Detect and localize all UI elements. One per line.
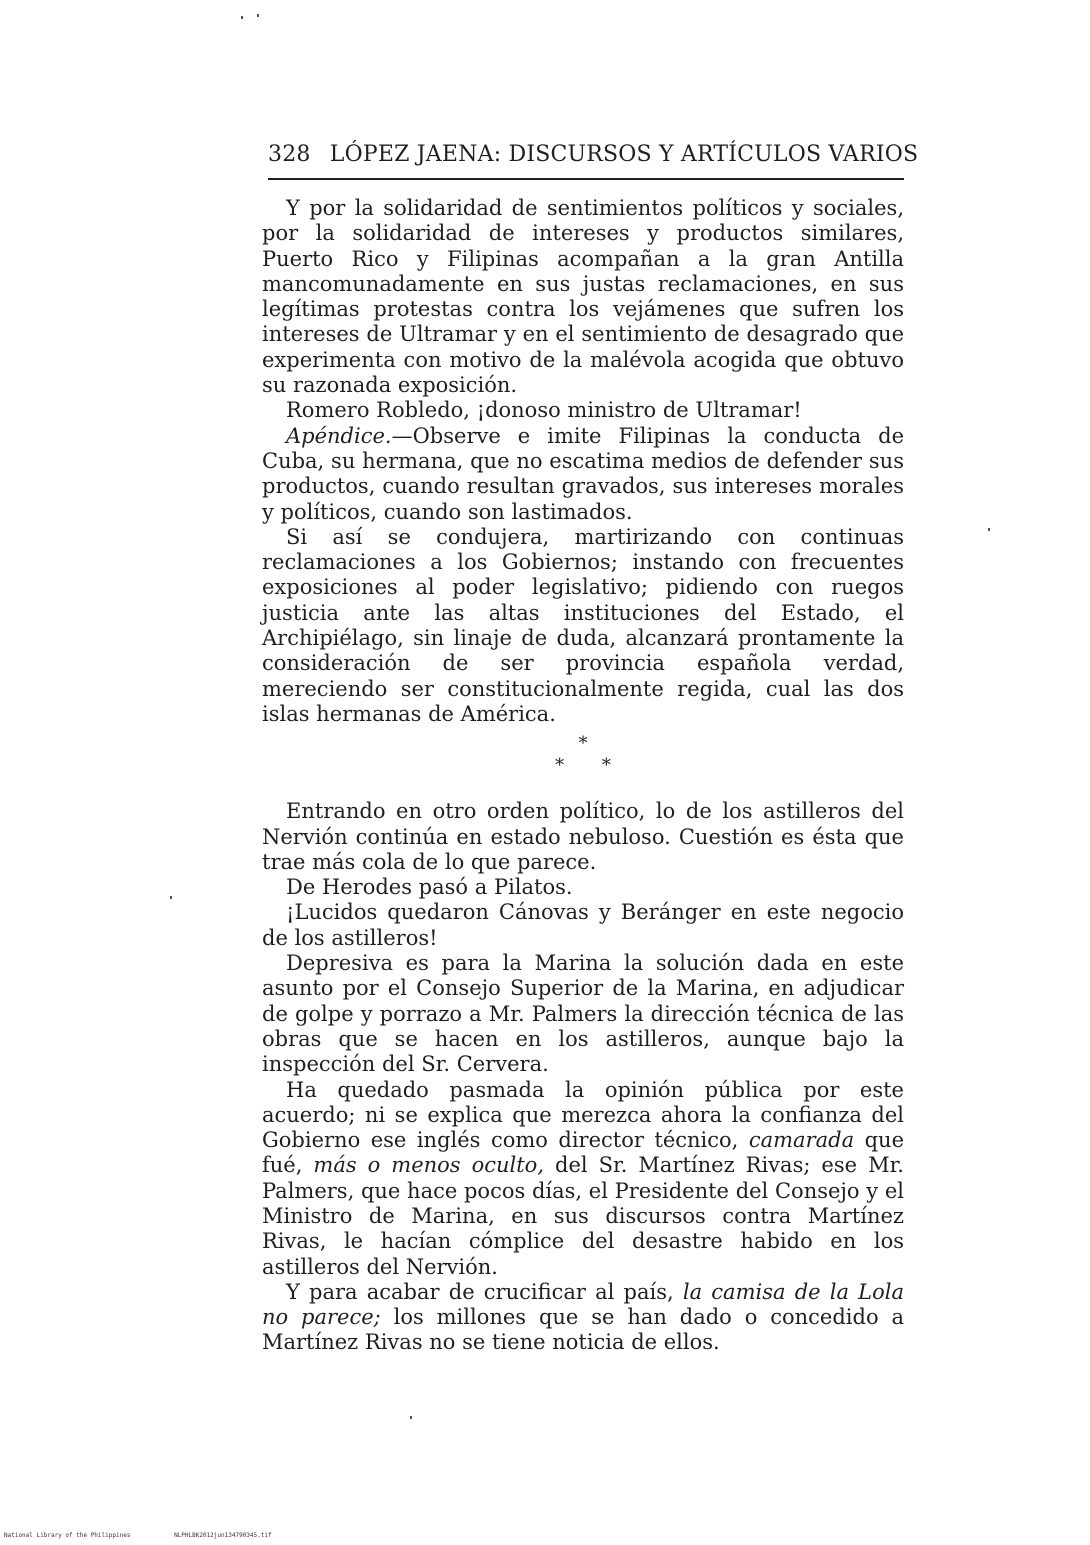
scan-speck bbox=[988, 528, 990, 531]
section-separator bbox=[262, 733, 904, 777]
footer-file-id: NLPHLBK2012jun134790345.tif bbox=[174, 1532, 272, 1539]
paragraph-romero-robledo: Romero Robledo, ¡donoso ministro de Ultramar! bbox=[286, 398, 802, 423]
running-title: LÓPEZ JAENA: DISCURSOS Y ARTÍCULOS VARIOS bbox=[329, 142, 919, 167]
separator-star-right: * bbox=[601, 755, 611, 777]
apendice-text: —Observe e imite Filipinas la conducta de Cuba, su hermana, que no escatima medios de defender sus productos, cuando resultan gravados, sus intereses morales y políticos, cuando son lastimados. bbox=[262, 423, 904, 524]
page-header bbox=[268, 140, 919, 170]
scan-speck bbox=[241, 16, 243, 19]
header-rule bbox=[268, 178, 904, 180]
paragraph-apendice bbox=[262, 424, 904, 525]
paragraph-depresiva: Depresiva es para la Marina la solución dada en este asunto por el Consejo Superior de la Marina, en adjudicar de golpe y porrazo a Mr. Palmers la dirección técnica de las obras que se hacen en los astilleros, aunque bajo la inspección del Sr. Cervera. bbox=[262, 951, 904, 1077]
separator-star-top: * bbox=[578, 733, 588, 755]
paragraph-entrando: Entrando en otro orden político, lo de los astilleros del Nervión continúa en estado nebuloso. Cuestión es ésta que trae más cola de lo que parece. bbox=[262, 799, 904, 874]
footer-library: National Library of the Philippines bbox=[4, 1532, 131, 1539]
page-body bbox=[262, 196, 904, 1356]
scan-speck bbox=[170, 896, 172, 899]
paragraph-pasmada: Ha quedado pasmada la opinión pública por este acuerdo; ni se explica que merezca ahora la confianza del Gobierno ese inglés como director técnico, camarada que fué, más o menos oculto, del Sr. Martínez Rivas; ese Mr. Palmers, que hace pocos días, el Presidente del Consejo y el Ministro de Marina, en sus discursos contra Martínez Rivas, le hacían cómplice del desastre habido en los astilleros del Nervión. bbox=[262, 1077, 905, 1279]
scan-speck bbox=[410, 1416, 412, 1419]
paragraph-si-asi: Si así se condujera, martirizando con continuas reclamaciones a los Gobiernos; instando con frecuentes exposiciones al poder legislativo; pidiendo con ruegos justicia ante las altas instituciones del Estado, el Archipiélago, sin linaje de duda, alcanzará prontamente la consideración de ser provincia española verdad, mereciendo ser constitucionalmente regida, cual las dos islas hermanas de América. bbox=[262, 524, 904, 726]
paragraph-lucidos: ¡Lucidos quedaron Cánovas y Beránger en este negocio de los astilleros! bbox=[262, 900, 904, 950]
separator-star-left: * bbox=[555, 755, 565, 777]
scan-speck bbox=[257, 14, 259, 17]
paragraph-herodes: De Herodes pasó a Pilatos. bbox=[286, 875, 573, 900]
paragraph-solidaridad: Y por la solidaridad de sentimientos políticos y sociales, por la solidaridad de intereses y productos similares, Puerto Rico y Filipinas acompañan a la gran Antilla mancomunadamente en sus justas reclamaciones, en sus legítimas protestas contra los vejámenes que sufren los intereses de Ultramar y en el sentimiento de desagrado que experimenta con motivo de la malévola acogida que obtuvo su razonada exposición. bbox=[262, 196, 904, 398]
page-number: 328 bbox=[268, 142, 311, 167]
apendice-label: Apéndice. bbox=[286, 423, 392, 448]
paragraph-crucificar: Y para acabar de crucificar al país, la camisa de la Lola no parece; los millones que se han dado o concedido a Martínez Rivas no se tiene noticia de ellos. bbox=[262, 1279, 904, 1355]
scan-footer bbox=[4, 1532, 312, 1539]
